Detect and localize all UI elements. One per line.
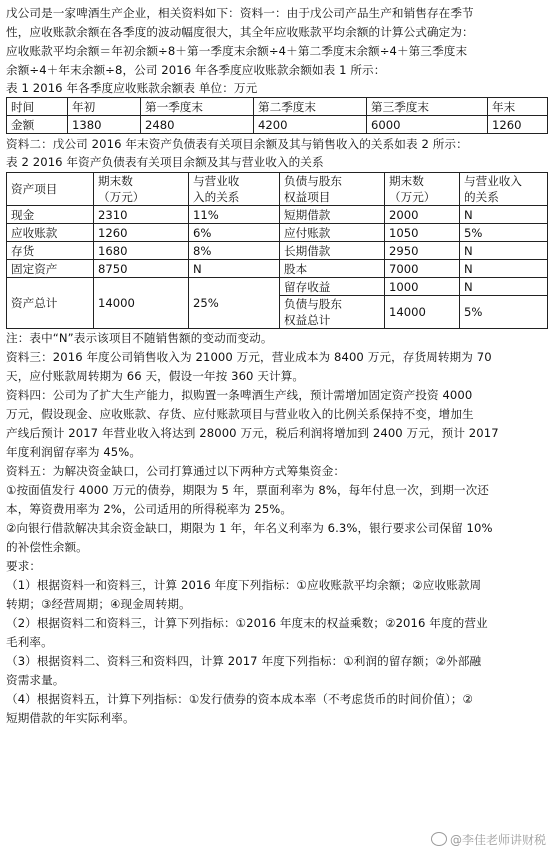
- table-cell: 应付账款: [280, 224, 385, 242]
- body-line: 注：表中“N”表示该项目不随销售额的变动而变动。: [6, 331, 273, 345]
- table-cell: 留存收益: [280, 278, 385, 296]
- table-cell: N: [460, 278, 548, 296]
- table-cell: 股本: [280, 260, 385, 278]
- table-row: [7, 278, 548, 296]
- table-cell: 2310: [94, 206, 189, 224]
- table-header-cell: 期末数 （万元）: [94, 173, 189, 206]
- body-line: 天，应付账款周转期为 66 天，假设一年按 360 天计算。: [6, 369, 305, 383]
- table-row: [7, 98, 548, 116]
- table-cell: 2480: [141, 116, 254, 134]
- table-cell: 14000: [94, 278, 189, 329]
- table-cell: 长期借款: [280, 242, 385, 260]
- table-header-cell: 期末数 （万元）: [385, 173, 460, 206]
- table-cell: 现金: [7, 206, 94, 224]
- table-cell: 存货: [7, 242, 94, 260]
- table-cell: 2000: [385, 206, 460, 224]
- table-row: [7, 116, 548, 134]
- body-line: （3）根据资料二、资料三和资料四，计算 2017 年度下列指标：①利润的留存额；②外部融: [6, 654, 482, 668]
- watermark: [431, 831, 546, 848]
- table-header-cell: 与营业收入 的关系: [460, 173, 548, 206]
- body-line: 资料三：2016 年度公司销售收入为 21000 万元，营业成本为 8400 万元，存货周转期为 70: [6, 350, 492, 364]
- table-cell: 1380: [68, 116, 141, 134]
- intro-line: 性，应收账款余额在各季度的波动幅度很大，其全年应收账款平均余额的计算公式确定为：: [6, 25, 474, 39]
- table-cell: 应收账款: [7, 224, 94, 242]
- receivables-table: [6, 97, 548, 134]
- intro-line: 戊公司是一家啤酒生产企业，相关资料如下：资料一：由于戊公司产品生产和销售存在季节: [6, 6, 474, 20]
- body-line: 本，筹资费用率为 2%，公司适用的所得税率为 25%。: [6, 502, 293, 516]
- table-cell: 6000: [367, 116, 488, 134]
- table-cell: 1260: [94, 224, 189, 242]
- table-cell: 1050: [385, 224, 460, 242]
- table-row: [7, 224, 548, 242]
- table-cell: 2950: [385, 242, 460, 260]
- body-line: 产线后预计 2017 年营业收入将达到 28000 万元，税后利润将增加到 2400 万元，预计 2017: [6, 426, 499, 440]
- table-cell: 1000: [385, 278, 460, 296]
- body-line: 的补偿性余额。: [6, 540, 88, 554]
- table-cell: 7000: [385, 260, 460, 278]
- material2-intro: 资料二：戊公司 2016 年末资产负债表有关项目余额及其与销售收入的关系如表 2 所示：: [6, 137, 468, 151]
- table-cell: 第二季度末: [254, 98, 367, 116]
- body-line: （4）根据资料五，计算下列指标：①发行债券的资本成本率（不考虑货币的时间价值）；②: [6, 692, 474, 706]
- balance-sheet-table: [6, 172, 548, 329]
- body-line: 资料五：为解决资金缺口，公司打算通过以下两种方式筹集资金：: [6, 464, 346, 478]
- table-cell: 1680: [94, 242, 189, 260]
- table-cell: 11%: [189, 206, 280, 224]
- table-cell: 8750: [94, 260, 189, 278]
- table-row: [7, 260, 548, 278]
- table-header-cell: 与营业收 入的关系: [189, 173, 280, 206]
- body-line: ②向银行借款解决其余资金缺口，期限为 1 年，年名义利率为 6.3%，银行要求公司保留 10%: [6, 521, 493, 535]
- table-cell: 5%: [460, 296, 548, 329]
- table-cell: 第一季度末: [141, 98, 254, 116]
- table-cell: 固定资产: [7, 260, 94, 278]
- table-cell: 14000: [385, 296, 460, 329]
- table2-caption: 表 2 2016 年资产负债表有关项目余额及其与营业收入的关系: [6, 155, 324, 169]
- table-cell: 4200: [254, 116, 367, 134]
- table-header-cell: 负债与股东 权益项目: [280, 173, 385, 206]
- table-cell: 1260: [488, 116, 548, 134]
- table-cell: 年初: [68, 98, 141, 116]
- table-cell: 时间: [7, 98, 68, 116]
- body-line: 转期；③经营周期；④现金周转期。: [6, 597, 191, 611]
- table-cell: N: [460, 260, 548, 278]
- table-cell: 金额: [7, 116, 68, 134]
- table-cell: 负债与股东 权益总计: [280, 296, 385, 329]
- body-line: 短期借款的年实际利率。: [6, 711, 135, 725]
- watermark-text: @李佳老师讲财税: [449, 833, 546, 847]
- table-cell: 25%: [189, 278, 280, 329]
- table-cell: 短期借款: [280, 206, 385, 224]
- table1-caption: 表 1 2016 年各季度应收账款余额表 单位：万元: [6, 81, 258, 95]
- table-cell: 第三季度末: [367, 98, 488, 116]
- table-cell: N: [189, 260, 280, 278]
- body-line: 毛利率。: [6, 635, 53, 649]
- table-header-row: [7, 173, 548, 206]
- intro-line: 应收账款平均余额＝年初余额÷8＋第一季度末余额÷4＋第二季度末余额÷4＋第三季度末: [6, 44, 468, 58]
- table-row: [7, 206, 548, 224]
- table-cell: 6%: [189, 224, 280, 242]
- table-cell: 年末: [488, 98, 548, 116]
- table-cell: N: [460, 206, 548, 224]
- table-cell: 资产总计: [7, 278, 94, 329]
- table-row: [7, 242, 548, 260]
- table-header-cell: 资产项目: [7, 173, 94, 206]
- body-line: 年度利润留存率为 45%。: [6, 445, 142, 459]
- intro-line: 余额÷4＋年末余额÷8，公司 2016 年各季度应收账款余额如表 1 所示：: [6, 63, 386, 77]
- weibo-logo-icon: [431, 832, 447, 846]
- body-line: 资料四：公司为了扩大生产能力，拟购置一条啤酒生产线，预计需增加固定资产投资 4000: [6, 388, 473, 402]
- table-cell: 5%: [460, 224, 548, 242]
- document-page: [6, 4, 552, 728]
- body-line: 要求：: [6, 559, 42, 573]
- body-line: 万元，假设现金、应收账款、存货、应付账款项目与营业收入的比例关系保持不变，增加生: [6, 407, 474, 421]
- table-cell: 8%: [189, 242, 280, 260]
- table-cell: N: [460, 242, 548, 260]
- body-line: ①按面值发行 4000 万元的债券，期限为 5 年，票面利率为 8%，每年付息一次，到期一次还: [6, 483, 489, 497]
- body-line: （2）根据资料二和资料三，计算下列指标：①2016 年度末的权益乘数；②2016 年度的营业: [6, 616, 488, 630]
- body-line: （1）根据资料一和资料三，计算 2016 年度下列指标：①应收账款平均余额；②应收账款周: [6, 578, 482, 592]
- body-line: 资需求量。: [6, 673, 65, 687]
